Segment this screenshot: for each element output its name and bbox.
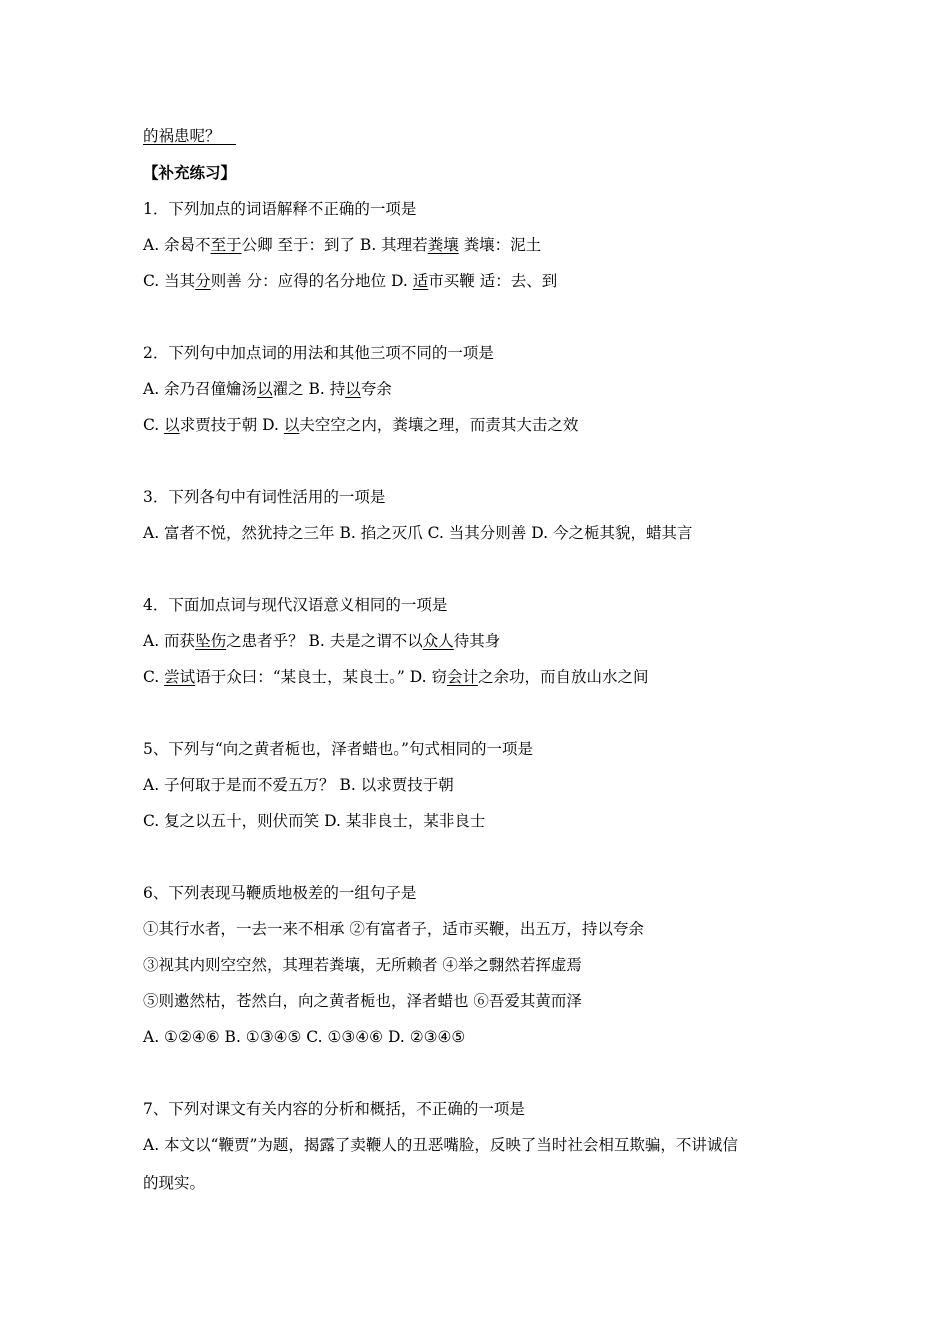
q5-options-cd: C. 复之以五十，则伏而笑 D. 某非良士，某非良士: [143, 812, 486, 830]
q4-options-ab: A. 而获坠伤之患者乎？ B. 夫是之谓不以众人待其身: [143, 632, 501, 650]
q1-stem: 1．下列加点的词语解释不正确的一项是: [143, 200, 417, 218]
q2-options-cd: C. 以求贾技于朝 D. 以夫空空之内，粪壤之理，而责其大击之效: [143, 416, 579, 434]
q6-line-1: ①其行水者，一去一来不相承 ②有富者子，适市买鞭，出五万，持以夸余: [143, 920, 644, 938]
q3-options: A. 富者不悦，然犹持之三年 B. 掐之灭爪 C. 当其分则善 D. 今之栀其貌，蜡其言: [143, 524, 693, 542]
q5-stem: 5、下列与“向之黄者栀也，泽者蜡也。”句式相同的一项是: [143, 740, 533, 758]
q2-stem: 2．下列句中加点词的用法和其他三项不同的一项是: [143, 344, 494, 362]
q1-options-cd: C. 当其分则善 分：应得的名分地位 D. 适市买鞭 适：去、到: [143, 272, 558, 290]
q7-option-a-cont: 的现实。: [143, 1174, 206, 1192]
q3-stem: 3．下列各句中有词性活用的一项是: [143, 488, 386, 506]
q7-stem: 7、下列对课文有关内容的分析和概括，不正确的一项是: [143, 1100, 525, 1118]
q6-options: A. ①②④⑥ B. ①③④⑤ C. ①③④⑥ D. ②③④⑤: [143, 1028, 466, 1046]
q1-options-ab: A. 余曷不至于公卿 至于：到了 B. 其理若粪壤 粪壤：泥土: [143, 236, 542, 254]
q6-stem: 6、下列表现马鞭质地极差的一组句子是: [143, 884, 417, 902]
q4-options-cd: C. 尝试语于众曰：“某良士，某良士。” D. 窃会计之余功，而自放山水之间: [143, 668, 649, 686]
q4-stem: 4．下面加点词与现代汉语意义相同的一项是: [143, 596, 448, 614]
q2-options-ab: A. 余乃召僮爚汤以濯之 B. 持以夸余: [143, 380, 392, 398]
q7-option-a: A. 本文以“鞭贾”为题，揭露了卖鞭人的丑恶嘴脸，反映了当时社会相互欺骗，不讲诚信: [143, 1136, 738, 1154]
q5-options-ab: A. 子何取于是而不爱五万？ B. 以求贾技于朝: [143, 776, 454, 794]
section-title: 【补充练习】: [143, 164, 237, 182]
q6-line-2: ③视其内则空空然，其理若粪壤，无所赖者 ④举之翲然若挥虚焉: [143, 956, 582, 974]
q6-line-3: ⑤则遫然枯，苍然白，向之黄者栀也，泽者蜡也 ⑥吾爱其黄而泽: [143, 992, 582, 1010]
intro-line: 的祸患呢？: [143, 127, 237, 145]
